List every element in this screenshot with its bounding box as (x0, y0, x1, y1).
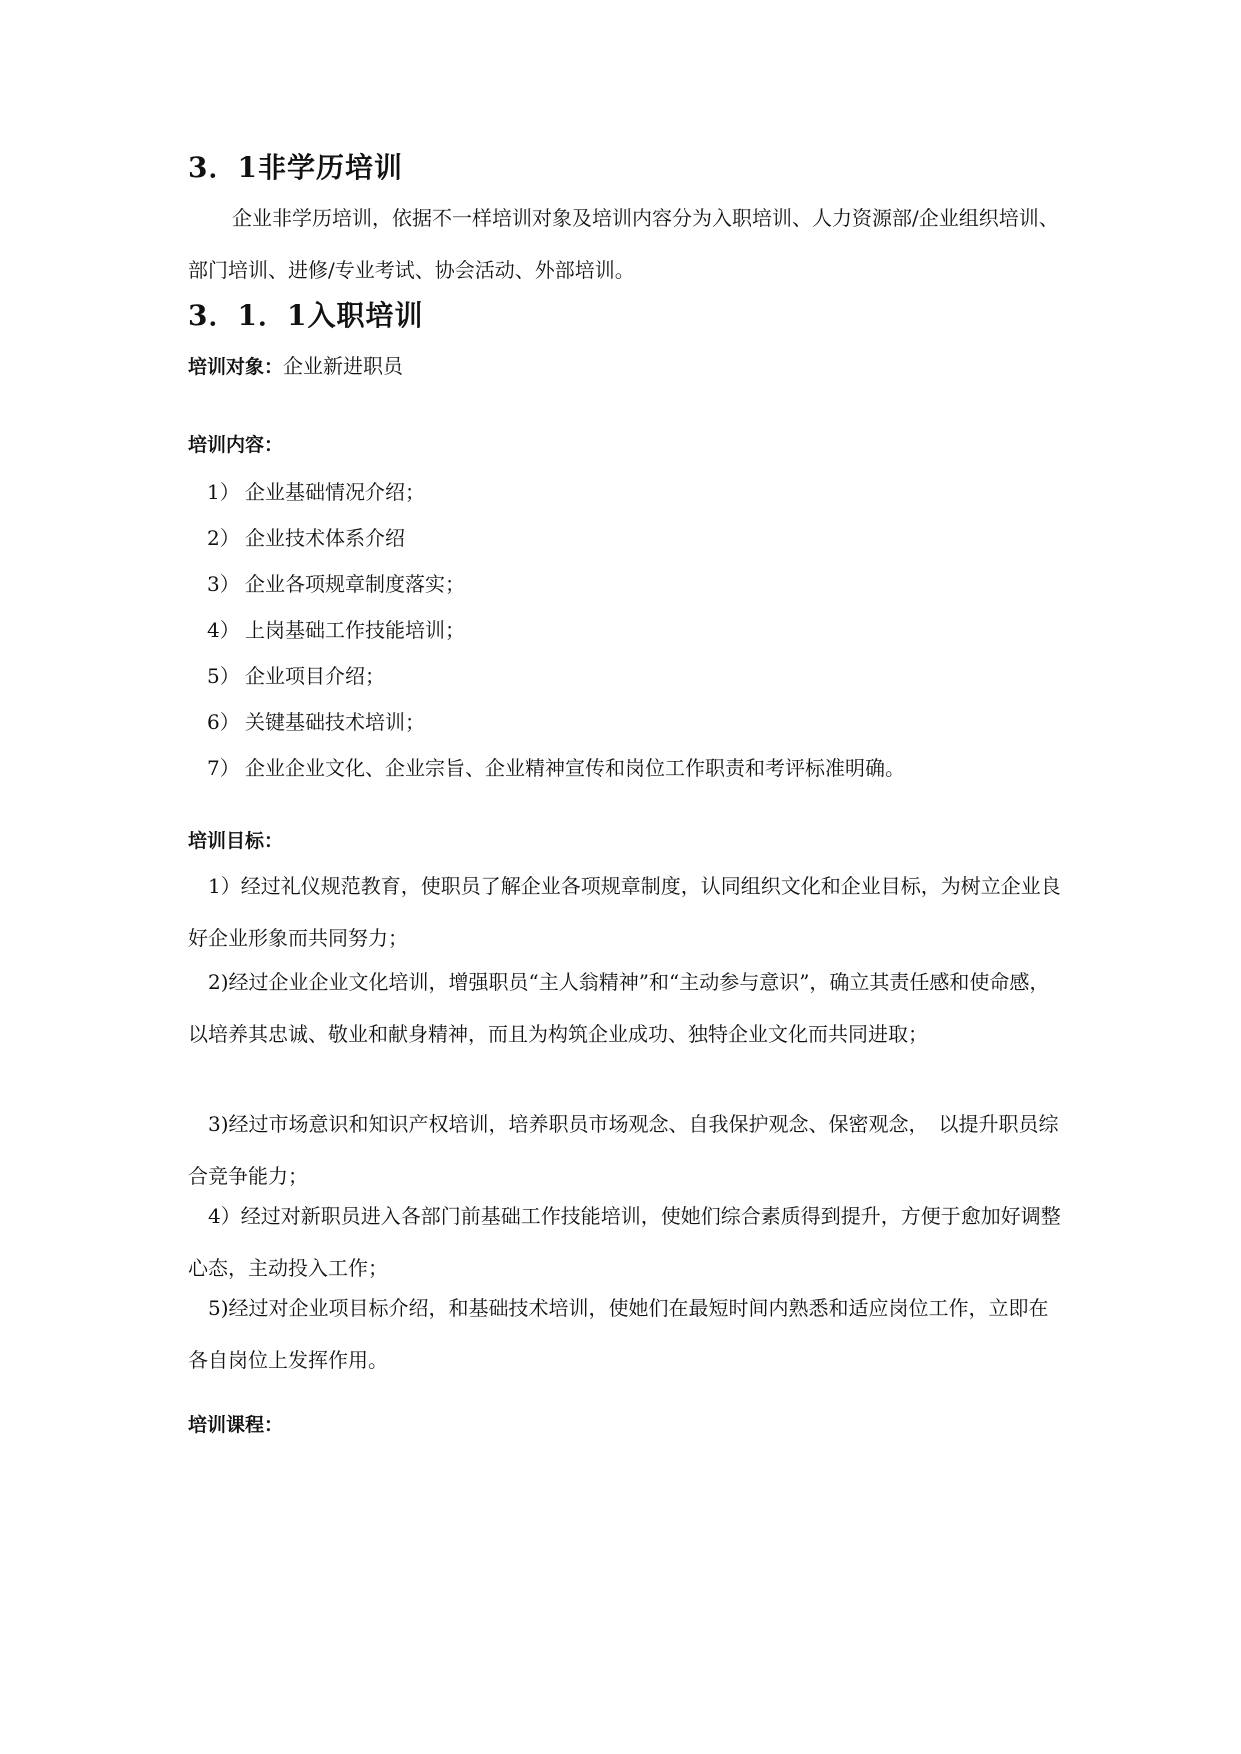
list-item-number: 6） (207, 710, 240, 734)
list-item-text: 上岗基础工作技能培训； (245, 618, 465, 642)
goal-text: 3)经过市场意识和知识产权培训，培养职员市场观念、自我保护观念、保密观念， 以提升职员综合竞争能力； (188, 1112, 1059, 1188)
goal-paragraph (188, 860, 1066, 964)
list-item-number: 4） (207, 618, 240, 642)
goal-text: 1）经过礼仪规范教育，使职员了解企业各项规章制度，认同组织文化和企业目标，为树立企业良好企业形象而共同努力； (188, 874, 1061, 950)
list-item (207, 522, 405, 551)
list-item-number: 3） (207, 572, 240, 596)
training-content-label: 培训内容： (188, 434, 284, 456)
list-item-text: 企业项目介绍； (245, 664, 385, 688)
training-target-label: 培训对象： (188, 356, 284, 378)
goal-text: 5)经过对企业项目标介绍，和基础技术培训，使她们在最短时间内熟悉和适应岗位工作，立即在各自岗位上发挥作用。 (188, 1296, 1049, 1372)
training-courses-label: 培训课程： (188, 1414, 284, 1436)
list-item-text: 企业各项规章制度落实； (245, 572, 465, 596)
list-item-text: 关键基础技术培训； (245, 710, 425, 734)
goal-paragraph (188, 1190, 1066, 1294)
goal-paragraph (188, 1098, 1066, 1202)
goal-paragraph (188, 956, 1066, 1060)
list-item-number: 2） (207, 526, 240, 550)
list-item-text: 企业基础情况介绍； (245, 480, 425, 504)
section-heading: 3．1非学历培训 (188, 151, 403, 184)
list-item (207, 752, 905, 781)
training-target-line (188, 356, 403, 377)
goal-text: 4）经过对新职员进入各部门前基础工作技能培训，使她们综合素质得到提升，方便于愈加好调整心态，主动投入工作； (188, 1204, 1061, 1280)
list-item (207, 660, 385, 689)
list-item (207, 476, 425, 505)
training-target-value: 企业新进职员 (283, 354, 404, 378)
training-goals-label: 培训目标： (188, 830, 284, 852)
list-item (207, 706, 425, 735)
section-intro-paragraph (188, 192, 1066, 296)
goal-paragraph (188, 1282, 1066, 1386)
section-intro-text: 企业非学历培训，依据不一样培训对象及培训内容分为入职培训、人力资源部/企业组织培训、部门培训、进修/专业考试、协会活动、外部培训。 (188, 206, 1059, 282)
list-item (207, 568, 465, 597)
subsection-heading: 3．1．1入职培训 (188, 299, 424, 332)
list-item-number: 1） (207, 480, 240, 504)
list-item-number: 7） (207, 756, 240, 780)
list-item-text: 企业企业文化、企业宗旨、企业精神宣传和岗位工作职责和考评标准明确。 (245, 756, 905, 780)
list-item-number: 5） (207, 664, 240, 688)
goal-text: 2)经过企业企业文化培训，增强职员“主人翁精神”和“主动参与意识”，确立其责任感和使命感，以培养其忠诚、敬业和献身精神，而且为构筑企业成功、独特企业文化而共同进取； (188, 970, 1050, 1046)
list-item (207, 614, 465, 643)
list-item-text: 企业技术体系介绍 (245, 526, 405, 550)
